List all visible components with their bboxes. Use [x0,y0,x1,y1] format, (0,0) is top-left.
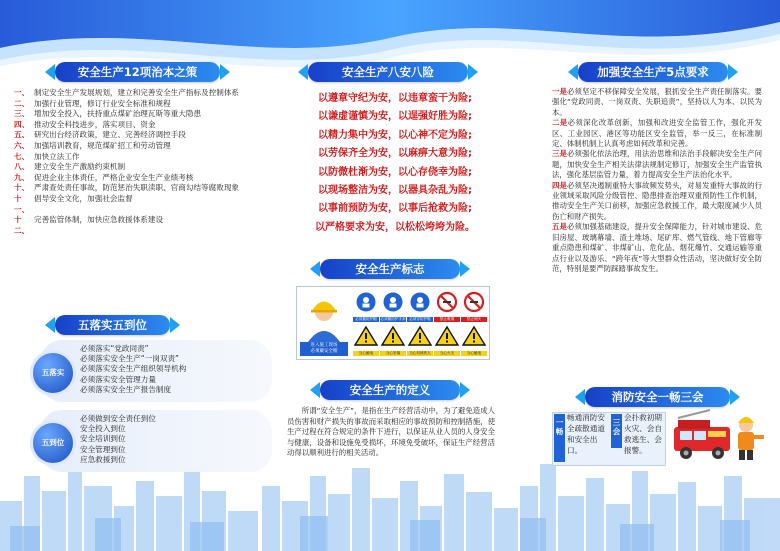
warning-triangle-icon [353,325,379,351]
banner-12-measures: 安全生产12项治本之策 [55,62,220,82]
group-item: 必须做到安全责任到位 [80,414,156,423]
requirement-item [552,87,762,118]
safe-risk-line: 以现场整洁为安，以器具杂乱为险; [318,185,472,197]
measure-number: 二、 [14,98,30,108]
sign-caption: 必须穿防护鞋 [407,317,433,322]
mandatory-sign [407,291,433,323]
measure-item [14,215,250,236]
column-left [0,0,260,551]
fire-text-one-clear: 畅通消防安全疏散通道和安全出口。 [567,413,605,455]
safe-risk-line: 以谦虚谨慎为安，以逞强好胜为险; [318,111,472,123]
requirement-heading: 四是 [552,180,568,190]
group-item: 必须落实安全管理力量 [80,374,156,384]
measure-text: 促进企业主体责任，严格企业安全生产业绩考核 [34,172,194,182]
requirement-text: 必须深化改革创新，加强和改进安全监管工作，强化开发区、工业园区、港区等功能区安全监管，举一反三，在标准制定、体制机制上认真考虑如何改革和完善。 [552,118,762,149]
measure-text: 加强行业管理，修订行业安全标准和规程 [34,98,171,108]
measure-number: 十、 [14,183,30,193]
measure-number: 八、 [14,162,30,172]
safe-risk-line: 以防微杜渐为安，以心存侥幸为险; [318,166,472,178]
measure-number: 六、 [14,140,30,150]
requirement-item [552,149,762,180]
definition-text: 所谓“安全生产”，是指在生产经营活动中，为了避免造成人员伤害和财产损失的事故而采取相应的事故预防和控制措施，使生产过程在符合规定的条件下进行，以保证从业人员的人身安全与健康，设备和设施免受损坏，环境免受破坏，保证生产经营活动得以顺利进行的相关活动。 [287,406,495,458]
measure-number: 三、 [14,109,30,119]
five-in-place-badge: 五到位 [30,420,76,466]
mandatory-sign [353,291,379,323]
group-item: 必须落实“党政同责” [80,344,149,353]
mandatory-icon [407,291,433,317]
measure-number: 一、 [14,88,30,97]
mandatory-sign [461,291,487,323]
sign-caption: 当心触电 [353,351,379,356]
warning-sign [461,325,487,357]
requirement-text: 必须坚决遏制重特大事故频发势头，对易发重特大事故的行业领域采取风险分级管控、隐患排查治理双重预防性工作机制，推动安全生产关口前移，加强应急救援工作，最大限度减少人员伤亡和财产损失。 [552,180,762,221]
requirement-text: 必须强化依法治理，用法治思维和法治手段解决安全生产问题，加快安全生产相关法律法规制定修订，加强安全生产监管执法，强化基层监管力量，着力提高安全生产法治化水平。 [552,149,762,180]
sign-caption: 当心坠落 [380,351,406,356]
sign-caption: 当心触电 [461,351,487,356]
measure-item [14,194,250,215]
tag-one-clear: 一畅 [554,414,565,462]
requirement-heading: 二是 [552,118,568,128]
requirement-item [552,222,762,274]
mandatory-icon [380,291,406,317]
requirement-heading: 五是 [552,222,568,232]
fire-truck-illustration [670,405,768,465]
measure-item [14,152,250,163]
five-implement-badge: 五落实 [30,350,76,396]
safe-risk-line: 以事前预防为安，以事后抢救为险; [318,203,472,215]
mandatory-icon [353,291,379,317]
measure-item [14,88,250,99]
safe-risk-line: 以严格要求为安，以松松垮垮为险。 [315,221,475,233]
measure-text: 严肃查处责任事故，防范惩治失职渎职、官商勾结等腐败现象 [34,183,240,193]
measure-text: 加快立法工作 [34,151,80,161]
banner-safety-signs: 安全生产标志 [320,259,460,279]
sign-caption: 必须戴防护手套 [380,317,406,321]
sign-caption: 当心机械伤人 [407,351,433,356]
measure-text: 完善监管体制，加快应急救援体系建设 [34,215,164,225]
group-item: 必须落实安全生产“一岗双责” [80,354,179,364]
eight-safe-eight-risk-list [295,90,495,237]
banner-five-implementations: 五落实五到位 [55,315,170,335]
warning-sign [353,325,379,357]
fire-text-three-can: 会扑救初期火灾、会自救逃生、会报警。 [624,413,662,455]
measure-item [14,141,250,152]
measure-number: 五、 [14,130,30,140]
prohibition-icon [434,291,460,317]
measure-text: 增加安全投入，扶持重点煤矿治理瓦斯等重大隐患 [34,109,202,119]
measure-text: 制定安全生产发展规划，建立和完善安全生产指标及控制体系 [34,88,240,97]
measure-item [14,162,250,173]
requirement-heading: 一是 [552,87,568,96]
tag-three-can: 三会 [611,414,622,448]
mandatory-sign [380,291,406,323]
banner-fire-safety: 消防安全一畅三会 [585,387,730,407]
group-item: 必须落实安全生产组织领导机构 [80,364,187,374]
requirement-heading: 三是 [552,149,568,159]
safe-risk-line: 以精力集中为安，以心神不定为险; [318,129,472,141]
measure-item [14,99,250,110]
warning-triangle-icon [434,325,460,351]
group-item: 安全管理到位 [80,444,126,454]
measure-text: 加强培训教育，规范煤矿招工和劳动管理 [34,140,171,150]
banner-five-requirements: 加强安全生产5点要求 [578,62,728,82]
safe-risk-line: 以遵章守纪为安，以违章蛮干为险; [318,93,472,104]
requirement-item [552,118,762,149]
group-item: 必须落实安全生产报告制度 [80,384,172,394]
warning-triangle-icon [380,325,406,351]
warning-triangle-icon [407,325,433,351]
measure-text: 建立安全生产激励约束机制 [34,162,126,172]
sign-caption: 禁止烟火 [461,317,487,322]
measure-number: 九、 [14,172,30,182]
safe-risk-line: 以劳保齐全为安，以麻痹大意为险; [318,148,472,160]
group-item: 应急救援到位 [80,454,126,464]
safety-signs-panel [296,286,490,360]
measure-item [14,109,250,120]
measure-text: 推动安全科技进步，落实项目、资金 [34,119,156,129]
group-item: 安全培训到位 [80,434,126,444]
sign-caption: 必须戴防护帽 [353,317,379,322]
warning-sign [380,325,406,357]
measure-number: 十二、 [14,215,30,235]
measure-item [14,183,250,194]
measure-number: 十一、 [14,193,30,214]
sign-caption: 禁止吸烟 [434,317,460,322]
mandatory-sign [434,291,460,323]
requirement-item [552,181,762,223]
warning-sign [434,325,460,357]
group-item: 安全投入到位 [80,424,126,434]
five-requirements-list [552,87,762,274]
warning-sign [407,325,433,357]
measure-item [14,130,250,141]
worker-sign-caption: 进入施工现场 必须戴安全帽 [310,343,338,354]
prohibition-icon [461,291,487,317]
measure-number: 七、 [14,151,30,161]
measure-text: 倡导安全文化，加强社会监督 [34,193,133,203]
measure-item [14,173,250,184]
measure-number: 四、 [14,119,30,129]
measures-list [14,88,250,236]
banner-eight-safe-eight-risk: 安全生产八安八险 [308,62,468,82]
sign-caption: 当心火灾 [434,351,460,356]
banner-definition: 安全生产的定义 [320,380,460,400]
measure-item [14,120,250,131]
warning-triangle-icon [461,325,487,351]
requirement-text: 必须坚定不移保障安全发展，狠抓安全生产责任制落实。要强化“党政同责、一岗双责、失职追责”，坚持以人为本、以民为本。 [552,87,762,117]
measure-text: 研究出台经济政策，建立、完善经济调控手段 [34,130,186,140]
requirement-text: 必须加强基础建设，提升安全保障能力，针对城市建设、危旧房屋、玻璃幕墙、渣土堆场、尾矿库、燃气管线、地下管廊等重点隐患和煤矿、非煤矿山、危化品、烟花爆竹、交通运输等重点行业以及游乐、“跨年夜”等大型群众性活动，坚决做好安全防范，特别是要严防踩踏事故发生。 [552,222,762,273]
